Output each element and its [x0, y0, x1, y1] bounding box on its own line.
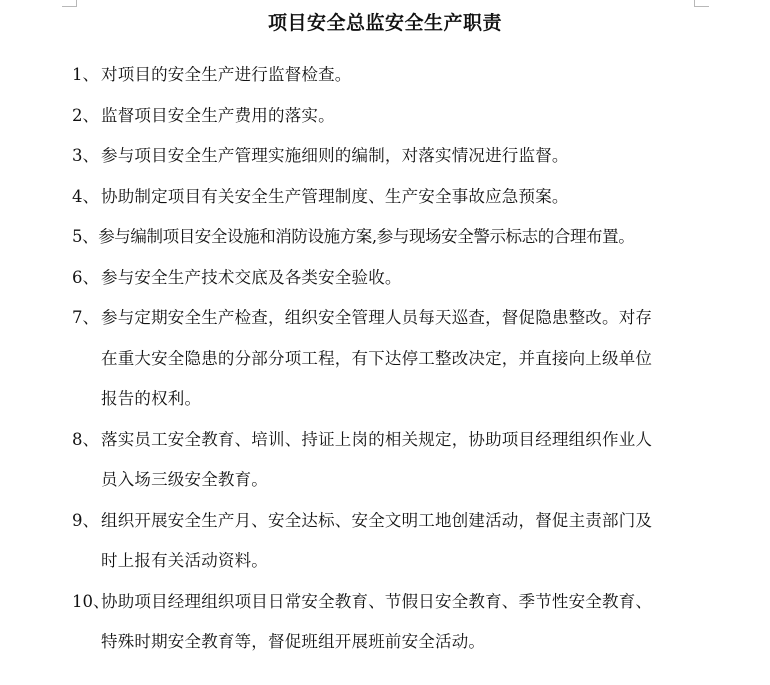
item-line: 参与安全生产技术交底及各类安全验收。 [101, 267, 402, 287]
item-text [101, 258, 724, 299]
item-text [101, 96, 724, 137]
item-line: 参与定期安全生产检查，组织安全管理人员每天巡查，督促隐患整改。对存 [101, 308, 653, 327]
item-line: 时上报有关活动资料。 [101, 551, 268, 570]
item-number: 10、 [72, 591, 110, 611]
list-item [0, 177, 770, 218]
item-text [101, 501, 724, 582]
item-text [101, 55, 724, 96]
list-item [0, 298, 770, 420]
item-line: 报告的权利。 [101, 389, 202, 408]
page-corner-mark-right [694, 0, 709, 7]
item-line: 协助项目经理组织项目日常安全教育、节假日安全教育、季节性安全教育、 [101, 591, 653, 611]
item-number: 3、 [72, 146, 99, 165]
item-number: 6、 [72, 267, 99, 287]
list-item [0, 420, 770, 501]
list-item [0, 55, 770, 96]
item-line: 在重大安全隐患的分部分项工程，有下达停工整改决定，并直接向上级单位 [101, 348, 653, 368]
item-text [101, 136, 724, 177]
item-line: 落实员工安全教育、培训、持证上岗的相关规定，协助项目经理组织作业人 [101, 429, 653, 449]
page-corner-mark-left [62, 0, 77, 7]
item-line: 组织开展安全生产月、安全达标、安全文明工地创建活动，督促主责部门及 [101, 510, 653, 530]
list-item [0, 501, 770, 582]
item-number: 1、 [72, 65, 99, 84]
item-number: 8、 [72, 429, 99, 449]
document-title: 项目安全总监安全生产职责 [267, 12, 502, 34]
item-line: 参与编制项目安全设施和消防设施方案,参与现场安全警示标志的合理布置。 [98, 227, 635, 246]
item-line: 对项目的安全生产进行监督检查。 [101, 65, 352, 84]
item-number: 9、 [72, 510, 99, 530]
item-number: 2、 [72, 105, 99, 125]
item-line: 参与项目安全生产管理实施细则的编制，对落实情况进行监督。 [101, 146, 569, 165]
item-text [101, 582, 724, 663]
list-item [0, 136, 770, 177]
item-text [101, 298, 724, 420]
list-item [0, 582, 770, 663]
item-number: 4、 [72, 186, 99, 206]
item-number: 5、 [72, 227, 99, 246]
list-item [0, 217, 770, 258]
item-text [101, 420, 724, 501]
item-text [0, 227, 634, 246]
responsibility-list [0, 55, 770, 663]
item-line: 员入场三级安全教育。 [101, 470, 268, 489]
item-line: 协助制定项目有关安全生产管理制度、生产安全事故应急预案。 [101, 186, 569, 206]
list-item [0, 258, 770, 299]
list-item [0, 96, 770, 137]
item-line: 特殊时期安全教育等，督促班组开展班前安全活动。 [101, 632, 486, 651]
item-text [101, 177, 724, 218]
item-line: 监督项目安全生产费用的落实。 [101, 105, 335, 125]
item-number: 7、 [72, 308, 99, 327]
